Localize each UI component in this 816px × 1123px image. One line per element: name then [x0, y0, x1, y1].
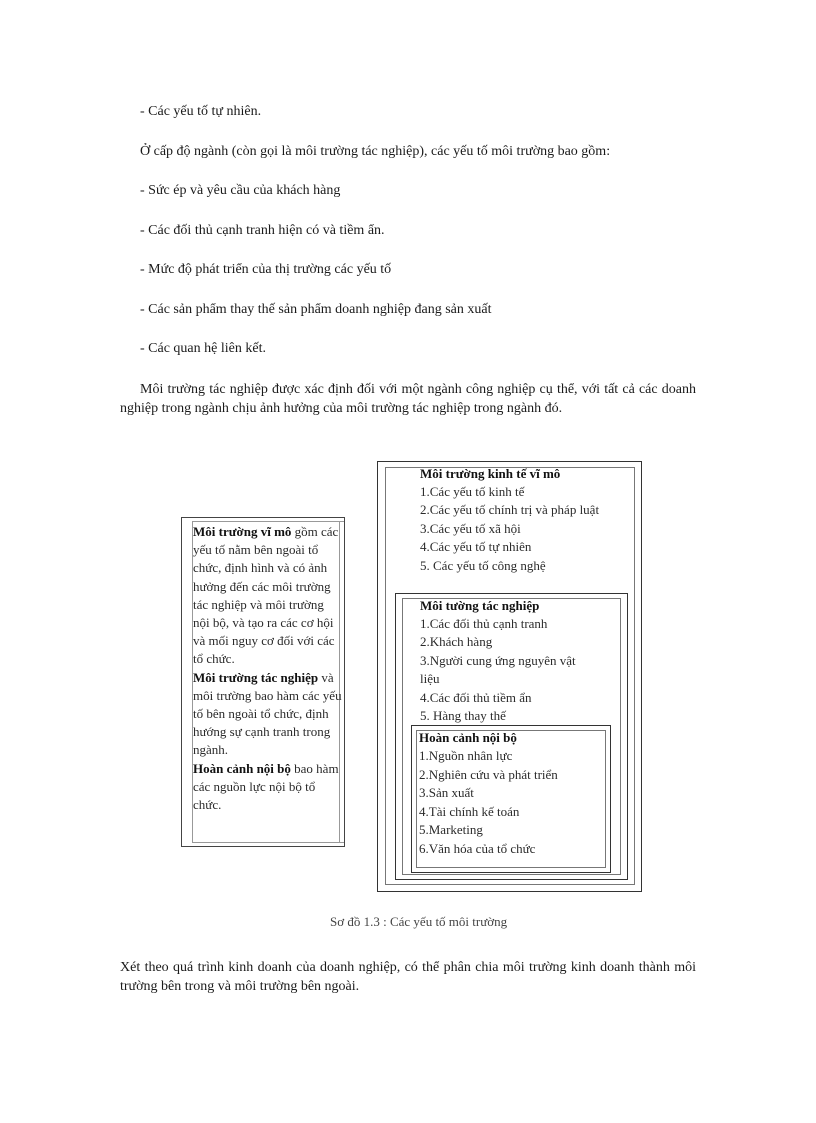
- task-item: 4.Các đối thủ tiềm ẩn: [420, 690, 532, 705]
- task-environment-definition: và môi trường bao hàm các yếu tố bên ngoài tổ chức, định hướng sự cạnh tranh trong ngành.: [193, 669, 342, 758]
- bullet-market-development: - Mức độ phát triển của thị trường các yếu tố: [140, 262, 392, 277]
- internal-environment-term: Hoàn cảnh nội bộ: [193, 760, 291, 776]
- macro-item: 5. Các yếu tố công nghệ: [420, 558, 546, 573]
- internal-item: 1.Nguồn nhân lực: [419, 748, 513, 763]
- internal-item: 2.Nghiên cứu và phát triển: [419, 767, 558, 782]
- task-item: 2.Khách hàng: [420, 634, 493, 649]
- bullet-natural-factors: - Các yếu tố tự nhiên.: [140, 104, 262, 119]
- industry-level-intro: Ở cấp độ ngành (còn gọi là môi trường tác nghiệp), các yếu tố môi trường bao gồm:: [140, 144, 611, 159]
- internal-item: 6.Văn hóa của tổ chức: [419, 841, 536, 856]
- bullet-relationships: - Các quan hệ liên kết.: [140, 341, 266, 356]
- business-environment-paragraph: Xét theo quá trình kinh doanh của doanh nghiệp, có thể phân chia môi trường kinh doanh thành môi trường bên trong và môi trường bên ngoài.: [120, 960, 696, 994]
- task-item: 5. Hàng thay thế: [420, 708, 506, 723]
- macro-item: 1.Các yếu tố kinh tế: [420, 484, 525, 499]
- macro-environment-term: Môi trường vĩ mô: [193, 524, 292, 539]
- internal-item: 3.Sản xuất: [419, 785, 474, 800]
- macro-item: 4.Các yếu tố tự nhiên: [420, 539, 532, 554]
- task-environment-term: Môi trường tác nghiệp: [193, 669, 319, 685]
- internal-environment-title: Hoàn cảnh nội bộ: [419, 730, 517, 745]
- task-item: 1.Các đối thủ cạnh tranh: [420, 616, 548, 631]
- macro-item: 2.Các yếu tố chính trị và pháp luật: [420, 502, 600, 517]
- internal-item: 5.Marketing: [419, 822, 483, 837]
- internal-item: 4.Tài chính kế toán: [419, 804, 520, 819]
- environment-description-text: [193, 523, 343, 814]
- task-item: 3.Người cung ứng nguyên vật: [420, 653, 576, 668]
- bullet-substitutes: - Các sản phẩm thay thế sản phẩm doanh nghiệp đang sản xuất: [140, 302, 492, 317]
- internal-environment-definition: bao hàm các nguồn lực nội bộ tổ chức.: [193, 760, 339, 813]
- macro-item: 3.Các yếu tố xã hội: [420, 521, 521, 536]
- task-environment-paragraph: Môi trường tác nghiệp được xác định đối với một ngành công nghiệp cụ thể, với tất cả các doanh nghiệp trong ngành chịu ảnh hưởng của môi trường tác nghiệp trong ngành đó.: [120, 382, 696, 416]
- task-item: liệu: [420, 671, 440, 686]
- bullet-customers: - Sức ép và yêu cầu của khách hàng: [140, 183, 341, 198]
- macro-environment-title: Môi trường kinh tế vĩ mô: [420, 466, 561, 481]
- bullet-competitors: - Các đối thủ cạnh tranh hiện có và tiềm ẩn.: [140, 223, 385, 238]
- figure-caption: Sơ đồ 1.3 : Các yếu tố môi trường: [330, 914, 508, 929]
- task-environment-title: Môi tường tác nghiệp: [420, 598, 540, 613]
- macro-environment-definition: gồm các yếu tố nằm bên ngoài tổ chức, định hình và có ảnh hưởng đến các môi trường tác nghiệp và môi trường nội bộ, và tạo ra các cơ hội và mối nguy cơ đối với các tổ chức.: [193, 524, 339, 667]
